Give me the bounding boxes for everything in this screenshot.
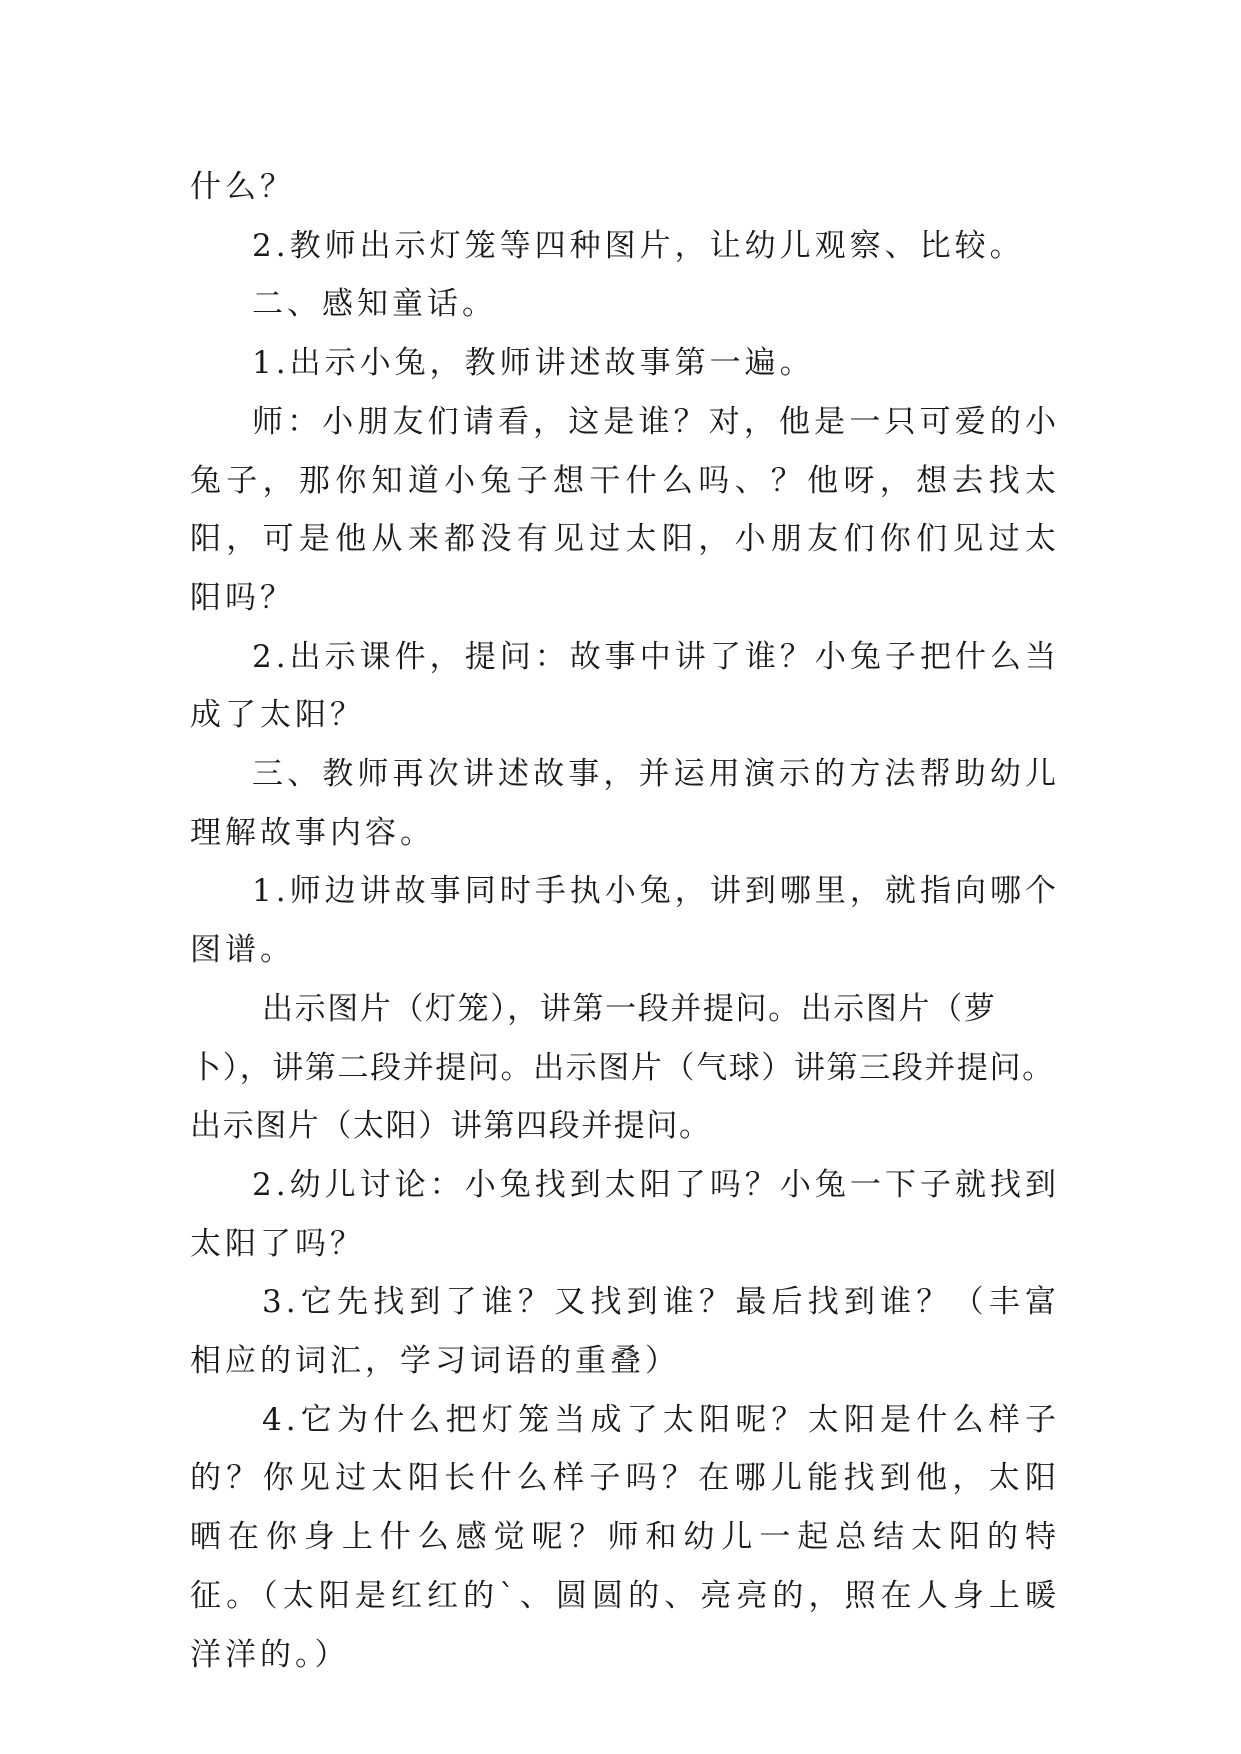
- paragraph-why-lantern-sun: 4.它为什么把灯笼当成了太阳呢？太阳是什么样子的？你见过太阳长什么样子吗？在哪儿能找到他，太阳晒在你身上什么感觉呢？师和幼儿一起总结太阳的特征。（太阳是红红的`、圆圆的、亮亮的，照在人身上暖洋洋的。）: [190, 1401, 1060, 1673]
- section-heading-retell-story: 三、教师再次讲述故事，并运用演示的方法帮助幼儿理解故事内容。: [190, 756, 1060, 851]
- document-body: [190, 158, 1060, 1684]
- paragraph-show-rabbit: 1.出示小兔，教师讲述故事第一遍。: [252, 345, 815, 382]
- paragraph-show-picture-radish: 卜），讲第二段并提问。出示图片（气球）讲第三段并提问。: [190, 1049, 1055, 1086]
- paragraph-show-picture-sun: 出示图片（太阳）讲第四段并提问。: [190, 1108, 712, 1145]
- paragraph-show-courseware: 2.出示课件，提问：故事中讲了谁？小兔子把什么当成了太阳？: [190, 638, 1060, 734]
- paragraph-children-discuss: 2.幼儿讨论：小兔找到太阳了吗？小兔一下子就找到太阳了吗？: [190, 1166, 1060, 1262]
- paragraph-continuation: 什么？: [190, 169, 295, 205]
- paragraph-teacher-dialogue: 师：小朋友们请看，这是谁？对，他是一只可爱的小兔子，那你知道小兔子想干什么吗、？他呀，想去找太阳，可是他从来都没有见过太阳，小朋友们你们见过太阳吗？: [190, 403, 1060, 616]
- paragraph-teacher-holds-rabbit: 1.师边讲故事同时手执小兔，讲到哪里，就指向哪个图谱。: [190, 873, 1060, 969]
- paragraph-show-picture-lantern: 出示图片（灯笼），讲第一段并提问。出示图片（萝: [262, 990, 997, 1027]
- paragraph-who-found-first: 3.它先找到了谁？又找到谁？最后找到谁？（丰富相应的词汇，学习词语的重叠）: [190, 1284, 1060, 1380]
- section-heading-perceive-fairytale: 二、感知童话。: [252, 286, 497, 323]
- paragraph-show-pictures: 2.教师出示灯笼等四种图片，让幼儿观察、比较。: [252, 227, 1025, 264]
